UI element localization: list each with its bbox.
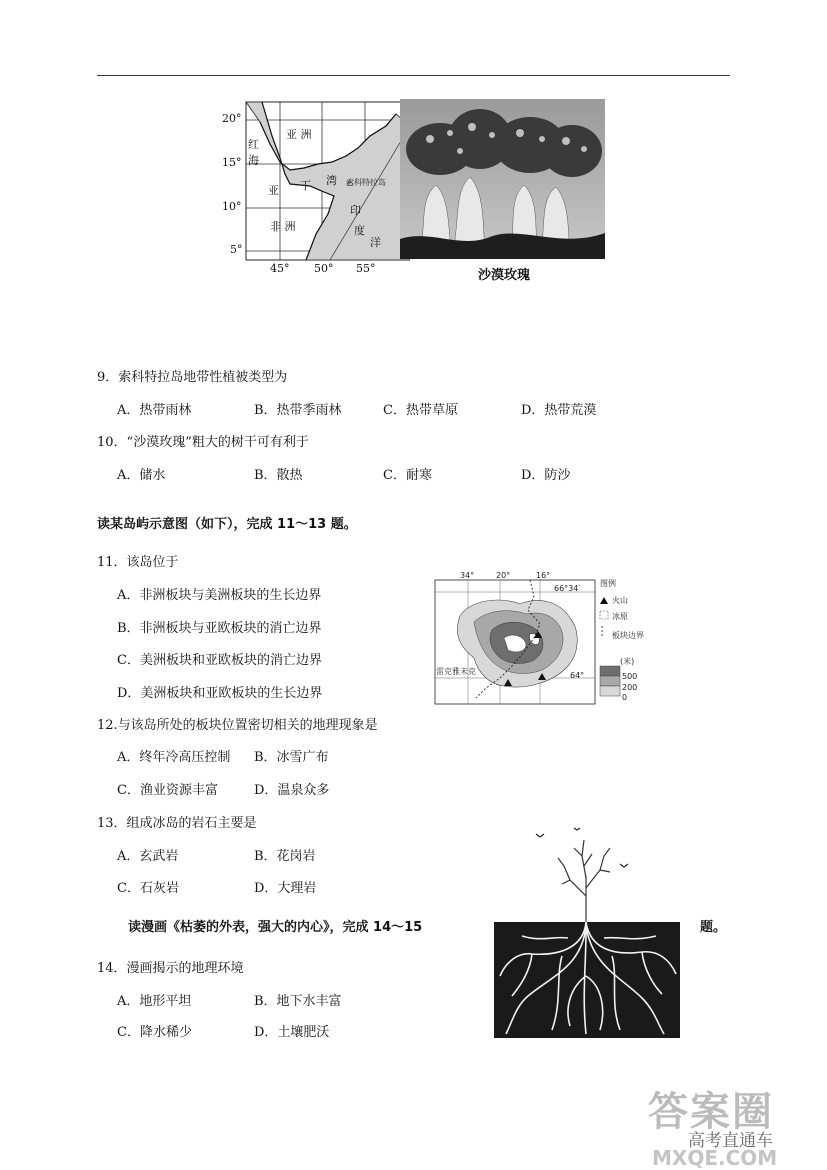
watermark-logo: 答案圈 [648,1089,774,1135]
lat-tick: 15° [222,156,242,169]
red-sea-label-1: 红 [248,138,259,151]
city-label: 雷克雅未克 [436,667,476,676]
gulf-of-aden-map [220,96,410,281]
option-c: C．耐寒 [383,468,432,483]
lon-tick: 16° [536,571,551,580]
lat-tick: 64° [570,671,585,680]
africa-label: 非 洲 [270,220,296,233]
option-a: A．热带雨林 [117,403,192,418]
option-b: B．冰雪广布 [254,750,329,765]
legend-boundary: 板块边界 [612,631,644,640]
option-b: B．热带季雨林 [254,403,342,418]
option-d: D．温泉众多 [254,783,330,798]
ice-legend-icon [600,611,608,619]
option-a: A．储水 [117,468,166,483]
red-sea-label-2: 海 [248,154,259,167]
section-intro-14-15: 读漫画《枯萎的外表，强大的内心》，完成 14～15 [128,920,423,935]
option-d: D．防沙 [521,468,571,483]
option-a: A．玄武岩 [117,849,179,864]
question-11-stem: 11．该岛位于 [97,555,179,570]
photo-caption: 沙漠玫瑰 [478,268,531,283]
gulf-label: 湾 [326,174,337,187]
volcano-legend-icon [600,597,608,604]
option-d: D．美洲板块和亚欧板块的生长边界 [117,686,323,701]
bird-icon [536,834,544,837]
watermark-url: MXQE.COM [652,1146,778,1170]
withered-tree-cartoon [492,826,682,1040]
option-a: A．终年冷高压控制 [117,750,231,765]
bird-icon [574,828,580,830]
question-9-stem: 9．索科特拉岛地带性植被类型为 [97,370,288,385]
option-b: B．非洲板块与亚欧板块的消亡边界 [117,621,322,636]
option-a: A．非洲板块与美洲板块的生长边界 [117,588,322,603]
option-c: C．渔业资源丰富 [117,783,218,798]
aden-label-1: 亚 [268,184,279,197]
elevation-label: 500 [622,672,638,681]
option-d: D．大理岩 [254,881,317,896]
option-c: C．热带草原 [383,403,458,418]
lat-tick: 10° [222,200,242,213]
india-ocean-label-3: 洋 [370,236,381,249]
iceland-map [430,566,660,712]
bird-icon [620,864,628,867]
option-c: C．降水稀少 [117,1025,192,1040]
question-13-stem: 13．组成冰岛的岩石主要是 [97,816,257,831]
section-intro-14-15-suffix: 题。 [700,920,727,935]
question-10-stem: 10．“沙漠玫瑰”粗大的树干可有利于 [97,435,309,450]
lon-tick: 50° [314,262,334,275]
desert-rose-photo [400,99,605,259]
lat-tick: 5° [230,243,243,256]
option-b: B．散热 [254,468,303,483]
option-a: A．地形平坦 [117,994,192,1009]
legend-ice: 冰原 [612,612,628,621]
question-14-stem: 14．漫画揭示的地理环境 [97,961,244,976]
lon-tick: 20° [496,571,511,580]
asia-label: 亚 洲 [286,128,312,141]
lon-tick: 55° [356,262,376,275]
elevation-unit: (米) [620,657,635,666]
watermark-subtitle: 高考直通车 [688,1131,773,1151]
option-b: B．地下水丰富 [254,994,342,1009]
option-c: C．美洲板块和亚欧板块的消亡边界 [117,653,322,668]
legend-title: 图例 [600,579,616,588]
lat-tick: 66°34′ [554,584,581,593]
section-intro-11-13: 读某岛屿示意图（如下），完成 11～13 题。 [97,517,357,532]
india-ocean-label-2: 度 [354,224,365,237]
lon-tick: 34° [460,571,475,580]
aden-label-2: 丁 [300,179,311,192]
india-ocean-label-1: 印 [350,204,361,217]
legend-volcano: 火山 [612,596,628,605]
elevation-label: 0 [622,693,628,702]
socotra-label: 索科特拉岛 [346,178,386,187]
option-c: C．石灰岩 [117,881,179,896]
lon-tick: 45° [270,262,290,275]
option-d: D．热带荒漠 [521,403,597,418]
question-12-stem: 12.与该岛所处的板块位置密切相关的地理现象是 [97,718,378,733]
option-d: D．土壤肥沃 [254,1025,330,1040]
lat-tick: 20° [222,112,242,125]
option-b: B．花岗岩 [254,849,316,864]
header-rule [97,75,730,76]
tree-branches [558,840,610,922]
elevation-label: 200 [622,683,638,692]
